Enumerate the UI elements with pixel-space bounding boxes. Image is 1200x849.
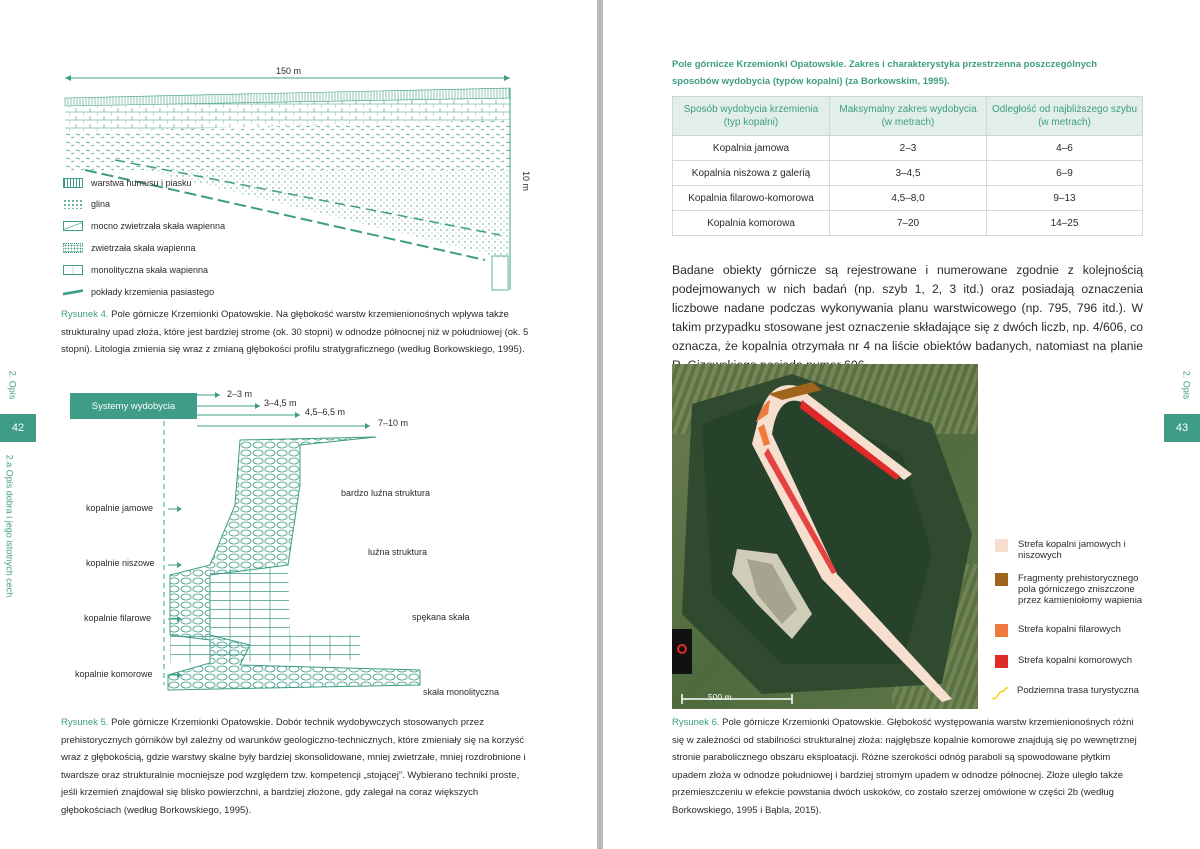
table-cell: 2–3 <box>830 136 987 161</box>
side-chapter-label: 2. Opis <box>1181 370 1192 400</box>
clay-pattern-swatch <box>63 199 83 209</box>
figure4-caption <box>61 306 533 359</box>
legend-label: glina <box>91 199 111 209</box>
satellite-map <box>672 364 978 709</box>
flint-pattern-swatch <box>63 287 83 297</box>
mining-systems-label: Systemy wydobycia <box>91 400 176 412</box>
figure5-caption <box>61 714 533 819</box>
page-number-right: 43 <box>1164 414 1200 442</box>
weathered-heavy-pattern-swatch <box>63 221 83 231</box>
jamowe-zone-swatch <box>995 539 1008 552</box>
table-cell: Kopalnia filarowo-komorowa <box>673 186 830 211</box>
table-row <box>673 186 1143 211</box>
table-cell: Kopalnia jamowa <box>673 136 830 161</box>
map-image <box>672 364 978 709</box>
mining-types-table <box>672 96 1143 236</box>
map-legend-label: Strefa kopalni filarowych <box>1018 624 1121 635</box>
map-legend-item <box>990 685 1155 701</box>
table-row <box>673 136 1143 161</box>
table-cell: Kopalnia niszowa z galerią <box>673 161 830 186</box>
weathered-pattern-swatch <box>63 243 83 253</box>
figure5-diagram <box>60 385 500 705</box>
mine-type-label: kopalnie filarowe <box>84 613 152 623</box>
figure4-caption-text: Pole górnicze Krzemionki Opatowskie. Na głębokość warstw krzemienionośnych wpływa także strukturalny upad złoża, które jest bardziej strome (ok. 30 stopni) w odnodze północnej niż w południowej (ok. 5 stopni). Litologia zmienia się wraz z zmianą głębokości profilu stratygraficznego (według Borkowskiego, 1995). <box>61 309 529 355</box>
map-scale-label: 500 m <box>708 692 732 702</box>
figure6-caption <box>672 714 1143 819</box>
map-legend-item <box>995 539 1155 561</box>
legend-label: warstwa humusu i piasku <box>91 178 192 188</box>
monolithic-pattern-swatch <box>63 265 83 275</box>
table-header-cell: Odległość od najbliższego szybu (w metrach) <box>987 97 1143 136</box>
filarowe-zone-swatch <box>995 624 1008 637</box>
legend-item <box>63 221 225 231</box>
legend-item <box>63 287 214 297</box>
legend-item <box>63 243 196 253</box>
depth-label: 2–3 m <box>227 389 253 399</box>
legend-label: mocno zwietrzała skała wapienna <box>91 221 226 231</box>
structure-label: luźna struktura <box>368 547 428 557</box>
legend-item <box>63 199 110 209</box>
map-legend-label: Podziemna trasa turystyczna <box>1017 685 1139 696</box>
table-row <box>673 161 1143 186</box>
legend-label: zwietrzała skała wapienna <box>91 243 196 253</box>
right-page <box>603 0 1200 849</box>
table-cell: Kopalnia komorowa <box>673 211 830 236</box>
figure4-width-label: 150 m <box>276 66 302 76</box>
structure-label: skała monolityczna <box>423 687 500 697</box>
table-header-row <box>673 97 1143 136</box>
map-legend-label: Strefa kopalni komorowych <box>1018 655 1133 666</box>
structure-label: bardzo luźna struktura <box>341 488 431 498</box>
side-chapter-label: 2. Opis <box>7 370 18 400</box>
table-cell: 4,5–8,0 <box>830 186 987 211</box>
table-header-cell: Sposób wydobycia krzemienia (typ kopalni) <box>673 97 830 136</box>
mine-type-label: kopalnie komorowe <box>75 669 153 679</box>
figure4-caption-label: Rysunek 4. <box>61 309 109 320</box>
tourist-route-icon <box>990 685 1010 701</box>
map-legend-item <box>995 655 1155 668</box>
left-page <box>0 0 597 849</box>
table-row <box>673 211 1143 236</box>
side-section-label: 2.a Opis dobra i jego istotnych cech <box>4 454 15 598</box>
legend-item <box>63 178 192 188</box>
komorowe-zone-swatch <box>995 655 1008 668</box>
legend-item <box>63 265 208 275</box>
table-header-cell: Maksymalny zakres wydobycia (w metrach) <box>830 97 987 136</box>
map-legend-item <box>995 573 1155 606</box>
map-legend-label: Fragmenty prehistorycznego pola górniczego zniszczone przez kamieniołomy wapienia <box>1018 573 1143 606</box>
legend-label: monolityczna skała wapienna <box>91 265 209 275</box>
figure4-height-label: 10 m <box>521 170 532 192</box>
table-cell: 7–20 <box>830 211 987 236</box>
figure6-caption-label: Rysunek 6. <box>672 717 720 728</box>
mine-type-label: kopalnie jamowe <box>86 503 154 513</box>
figure6-caption-text: Pole górnicze Krzemionki Opatowskie. Głębokość występowania warstw krzemienionośnych różni się w zależności od stabilności strukturalnej złoża: najgłębsze kopalnie komorowe znajdują się po wewnętrznej stronie parabolicznego obszaru eksploatacji. Różne szerokości odnóg paraboli są spowodowane płytkim upadem złoża w odnodze południowej i bardziej stromym upadem w odnodze północnej. Złoże uległo także przemieszczeniu w efekcie powstania dwóch uskoków, co zostało szerzej omówione w części 2b (według Borkowskiego, 1995 i Bąbla, 2015). <box>672 717 1137 816</box>
depth-label: 4,5–6,5 m <box>305 407 346 417</box>
table-cell: 3–4,5 <box>830 161 987 186</box>
depth-label: 7–10 m <box>378 418 409 428</box>
legend-label: pokłady krzemienia pasiastego <box>91 287 215 297</box>
map-legend-item <box>995 624 1155 637</box>
figure5-caption-text: Pole górnicze Krzemionki Opatowskie. Dobór technik wydobywczych stosowanych przez prehistorycznych górników był zależny od warunków geologiczno-technicznych, które zmieniały się na korzyść wraz z głębokością, gdzie warstwy skalne były bardziej skonsolidowane, mniej zwietrzałe, mniej rozdrobnione i twardsze oraz strukturalnie mocniejsze pod względem tzw. kompetencji „stojącej”. Wybierano techniki proste, jeśli krzemień znajdował się blisko powierzchni, a bardziej złożone, gdy zalegał na coraz większych głębokościach (według Borkowskiego, 1995). <box>61 717 526 816</box>
page-number-left: 42 <box>0 414 36 442</box>
structure-label: spękana skała <box>412 612 470 622</box>
body-paragraph: Badane obiekty górnicze są rejestrowane i numerowane zgodnie z kolejnością podejmowanych w nich badań (np. szyb 1, 2, 3 itd.) oraz posiadają oznaczenia liczbowe nadane podczas wykonywania planu warstwicowego (np. 795, 796 itd.). W takim przypadku stosowane jest oznaczenie składające się z dwóch liczb, np. 4/606, co oznacza, że kopalnia otrzymała nr 4 na liście obiektów badanych, natomiast na planie <box>672 263 1143 353</box>
table-cell: 14–25 <box>987 211 1143 236</box>
table-title: Pole górnicze Krzemionki Opatowskie. Zakres i charakterystyka przestrzenna poszczególnych sposobów wydobycia (typów kopalni) (za Borkowskim, 1995). <box>672 59 1098 87</box>
humus-pattern-swatch <box>63 178 83 188</box>
table-cell: 6–9 <box>987 161 1143 186</box>
quarry-zone-swatch <box>995 573 1008 586</box>
figure5-caption-label: Rysunek 5. <box>61 717 109 728</box>
map-legend-label: Strefa kopalni jamowych i niszowych <box>1018 539 1126 561</box>
table-cell: 4–6 <box>987 136 1143 161</box>
table-cell: 9–13 <box>987 186 1143 211</box>
depth-label: 3–4,5 m <box>264 398 297 408</box>
mine-type-label: kopalnie niszowe <box>86 558 155 568</box>
